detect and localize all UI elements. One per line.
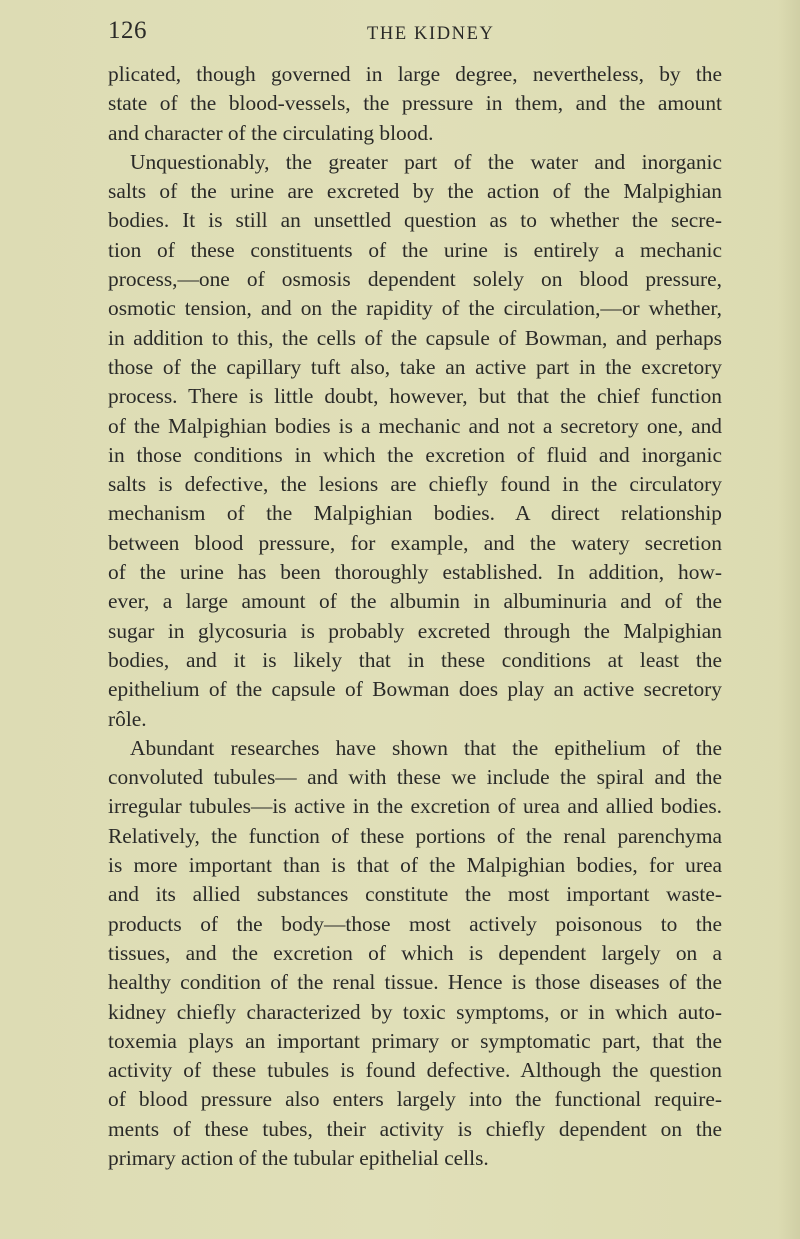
text-line: toxemia plays an important primary or symptomatic part, that the [108, 1028, 722, 1053]
text-line: kidney chiefly characterized by toxic symptoms, or in which auto- [108, 999, 722, 1024]
body-text [108, 60, 722, 1173]
text-line: state of the blood-vessels, the pressure in them, and the amount [108, 91, 722, 116]
text-line: and its allied substances constitute the most important waste- [108, 882, 722, 907]
text-line: irregular tubules—is active in the excretion of urea and allied bodies. [108, 794, 722, 819]
text-line: convoluted tubules— and with these we include the spiral and the [108, 765, 722, 790]
text-line: process,—one of osmosis dependent solely on blood pressure, [108, 267, 722, 292]
text-line: process. There is little doubt, however, but that the chief function [108, 384, 722, 409]
text-line: ments of these tubes, their activity is chiefly dependent on the [108, 1116, 722, 1141]
text-line: is more important than is that of the Malpighian bodies, for urea [108, 853, 722, 878]
running-head: THE KIDNEY [367, 24, 495, 44]
text-line: between blood pressure, for example, and the watery secretion [108, 530, 722, 555]
text-line: in those conditions in which the excretion of fluid and inorganic [108, 442, 722, 467]
text-line: healthy condition of the renal tissue. Hence is those diseases of the [108, 970, 722, 995]
text-line: tissues, and the excretion of which is dependent largely on a [108, 940, 722, 965]
text-line: and character of the circulating blood. [108, 120, 434, 145]
text-line: salts is defective, the lesions are chiefly found in the circulatory [108, 472, 722, 497]
text-line: osmotic tension, and on the rapidity of the circulation,—or whether, [108, 296, 722, 321]
text-line: of the Malpighian bodies is a mechanic and not a secretory one, and [108, 413, 722, 438]
text-line: tion of these constituents of the urine is entirely a mechanic [108, 237, 722, 262]
text-line: ever, a large amount of the albumin in albuminuria and of the [108, 589, 722, 614]
text-line: Abundant researches have shown that the epithelium of the [130, 735, 722, 760]
text-line: of the urine has been thoroughly established. In addition, how- [108, 560, 722, 585]
text-line: products of the body—those most actively poisonous to the [108, 911, 722, 936]
page-number: 126 [108, 17, 147, 44]
text-line: Unquestionably, the greater part of the water and inorganic [130, 149, 722, 174]
text-line: primary action of the tubular epithelial cells. [108, 1145, 489, 1170]
text-line: of blood pressure also enters largely into the functional require- [108, 1087, 722, 1112]
text-line: Relatively, the function of these portions of the renal parenchyma [108, 823, 722, 848]
text-line: bodies. It is still an unsettled question as to whether the secre- [108, 208, 722, 233]
page-edge-shadow [778, 0, 800, 1239]
text-line: salts of the urine are excreted by the action of the Malpighian [108, 179, 722, 204]
text-line: in addition to this, the cells of the capsule of Bowman, and perhaps [108, 325, 722, 350]
text-line: sugar in glycosuria is probably excreted through the Malpighian [108, 618, 722, 643]
text-line: plicated, though governed in large degree, nevertheless, by the [108, 62, 722, 86]
text-line: bodies, and it is likely that in these conditions at least the [108, 647, 722, 672]
text-line: epithelium of the capsule of Bowman does play an active secretory [108, 677, 722, 702]
text-line: mechanism of the Malpighian bodies. A direct relationship [108, 501, 722, 526]
text-line: rôle. [108, 706, 147, 731]
text-line: activity of these tubules is found defective. Although the question [108, 1058, 722, 1083]
text-line: those of the capillary tuft also, take an active part in the excretory [108, 354, 722, 379]
